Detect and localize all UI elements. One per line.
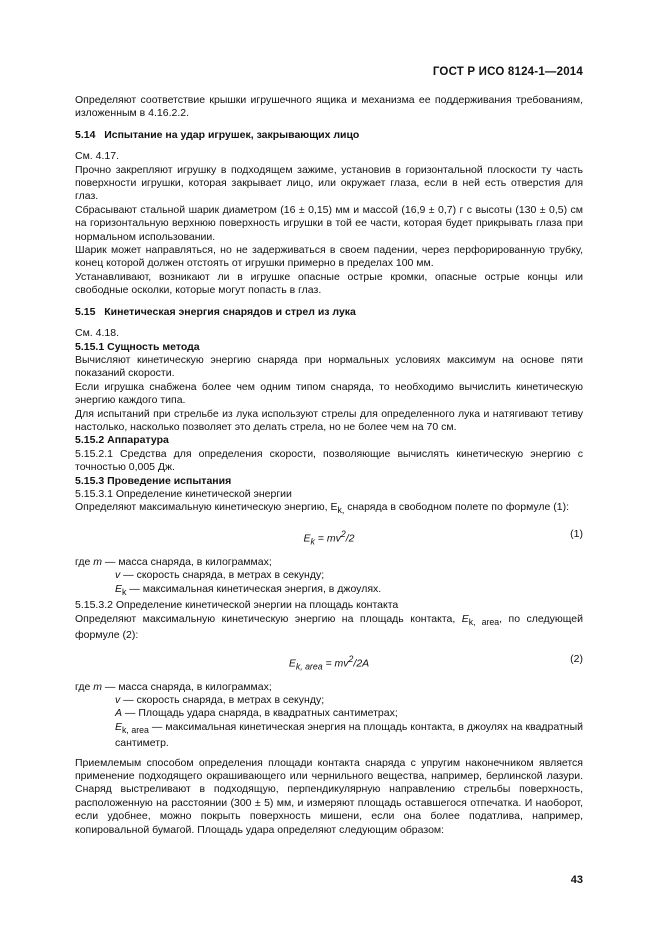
formula-1-definitions	[75, 556, 583, 599]
definition-row: $E_{k, area}$ — максимальная кинетическая энергия на площадь контакта, в джоулях на квадратный сантиметр.	[115, 720, 584, 750]
paragraph: Прочно закрепляют игрушку в подходящем зажиме, установив в горизонтальной плоскости ту часть поверхности игрушки, которая закрывает лицо, или окружает глаза, если в ней есть отверстия для глаз.	[75, 163, 583, 203]
section-heading-5-15: 5.15 Кинетическая энергия снарядов и стрел из лука	[75, 305, 356, 318]
paragraph: См. 4.17.	[75, 150, 119, 163]
definition-row: $E_k$ — максимальная кинетическая энергия, в джоулях.	[115, 582, 382, 597]
section-heading-5-14: 5.14 Испытание на удар игрушек, закрывающих лицо	[75, 128, 360, 141]
document-header: ГОСТ Р ИСО 8124-1—2014	[432, 66, 583, 78]
subsection-heading: 5.15.3 Проведение испытания	[75, 474, 232, 487]
page-number: 43	[570, 874, 583, 886]
paragraph: Сбрасывают стальной шарик диаметром (16 ± 0,15) мм и массой (16,9 ± 0,7) г с высоты (130 ± 0,5) см на горизонтальную верхнюю поверхность игрушки в той ее части, которая будет прикрывать глаза при нормальном использовании.	[75, 203, 583, 243]
paragraph: Приемлемым способом определения площади контакта снаряда с упругим наконечником является применение подходящего окрашивающего или чернильного вещества, например, берлинской лазури. Снаряд выстреливают в подходящую, перпендикулярную направлению стрельбы поверхность, расположенную на расстоянии (300 ± 5) мм, и измеряют площадь оставшегося отпечатка. И наоборот, если удобнее, можно покрыть поверхность мишени, если она более податлива, например, копировальной бумагой. Площадь удара определяют следующим образом:	[75, 756, 583, 836]
formula-expression: $E_{k, area} = mv^2/2A$	[288, 653, 370, 672]
subsection-heading: 5.15.1 Сущность метода	[75, 340, 200, 353]
paragraph: Определяют соответствие крышки игрушечного ящика и механизма ее поддерживания требованиям, изложенным в 4.16.2.2.	[75, 94, 583, 120]
formula-2	[75, 649, 583, 671]
subsubsection-heading: 5.15.3.2 Определение кинетической энергии на площадь контакта	[75, 599, 399, 612]
definition-row: A — Площадь удара снаряда, в квадратных сантиметрах;	[115, 707, 398, 720]
definition-row: v — скорость снаряда, в метрах в секунду;	[115, 693, 325, 706]
paragraph: Определяют максимальную кинетическую энергию, $E_{k,}$ снаряда в свободном полете по формуле (1):	[75, 501, 570, 516]
formula-expression: $E_k = mv^2/2$	[303, 528, 355, 547]
formula-number: (1)	[570, 527, 583, 540]
document-body	[75, 94, 583, 837]
definition-row: где m — масса снаряда, в килограммах;	[75, 555, 272, 568]
formula-2-definitions	[75, 681, 583, 751]
paragraph: См. 4.18.	[75, 327, 119, 340]
paragraph: Для испытаний при стрельбе из лука используют стрелы для определенного лука и натягивают тетиву настолько, насколько позволяет это делать стрела, но не более чем на 70 см.	[75, 407, 583, 433]
paragraph: Если игрушка снабжена более чем одним типом снаряда, то необходимо вычислить кинетическую энергию каждого типа.	[75, 380, 583, 407]
paragraph: Устанавливают, возникают ли в игрушке опасные острые кромки, опасные острые концы или свободные осколки, которые могут попасть в глаз.	[75, 270, 583, 297]
formula-number: (2)	[570, 652, 583, 665]
definition-row: где m — масса снаряда, в килограммах;	[75, 680, 272, 693]
paragraph: 5.15.2.1 Средства для определения скорости, позволяющие вычислять кинетическую энергию с точностью 0,005 Дж.	[75, 447, 583, 474]
definition-row: v — скорость снаряда, в метрах в секунду;	[115, 569, 325, 582]
subsubsection-heading: 5.15.3.1 Определение кинетической энергии	[75, 487, 292, 500]
subsection-heading: 5.15.2 Аппаратура	[75, 434, 169, 447]
paragraph: Шарик может направляться, но не задерживаться в своем падении, через перфорированную трубку, конец которой должен отстоять от игрушки примерно в пределах 100 мм.	[75, 244, 583, 270]
formula-1	[75, 524, 583, 546]
paragraph: Определяют максимальную кинетическую энергию на площадь контакта, $E_{k, area}$, по следующей формуле (2):	[75, 612, 583, 642]
paragraph: Вычисляют кинетическую энергию снаряда при нормальных условиях максимум на основе пяти показаний скорости.	[75, 353, 583, 380]
